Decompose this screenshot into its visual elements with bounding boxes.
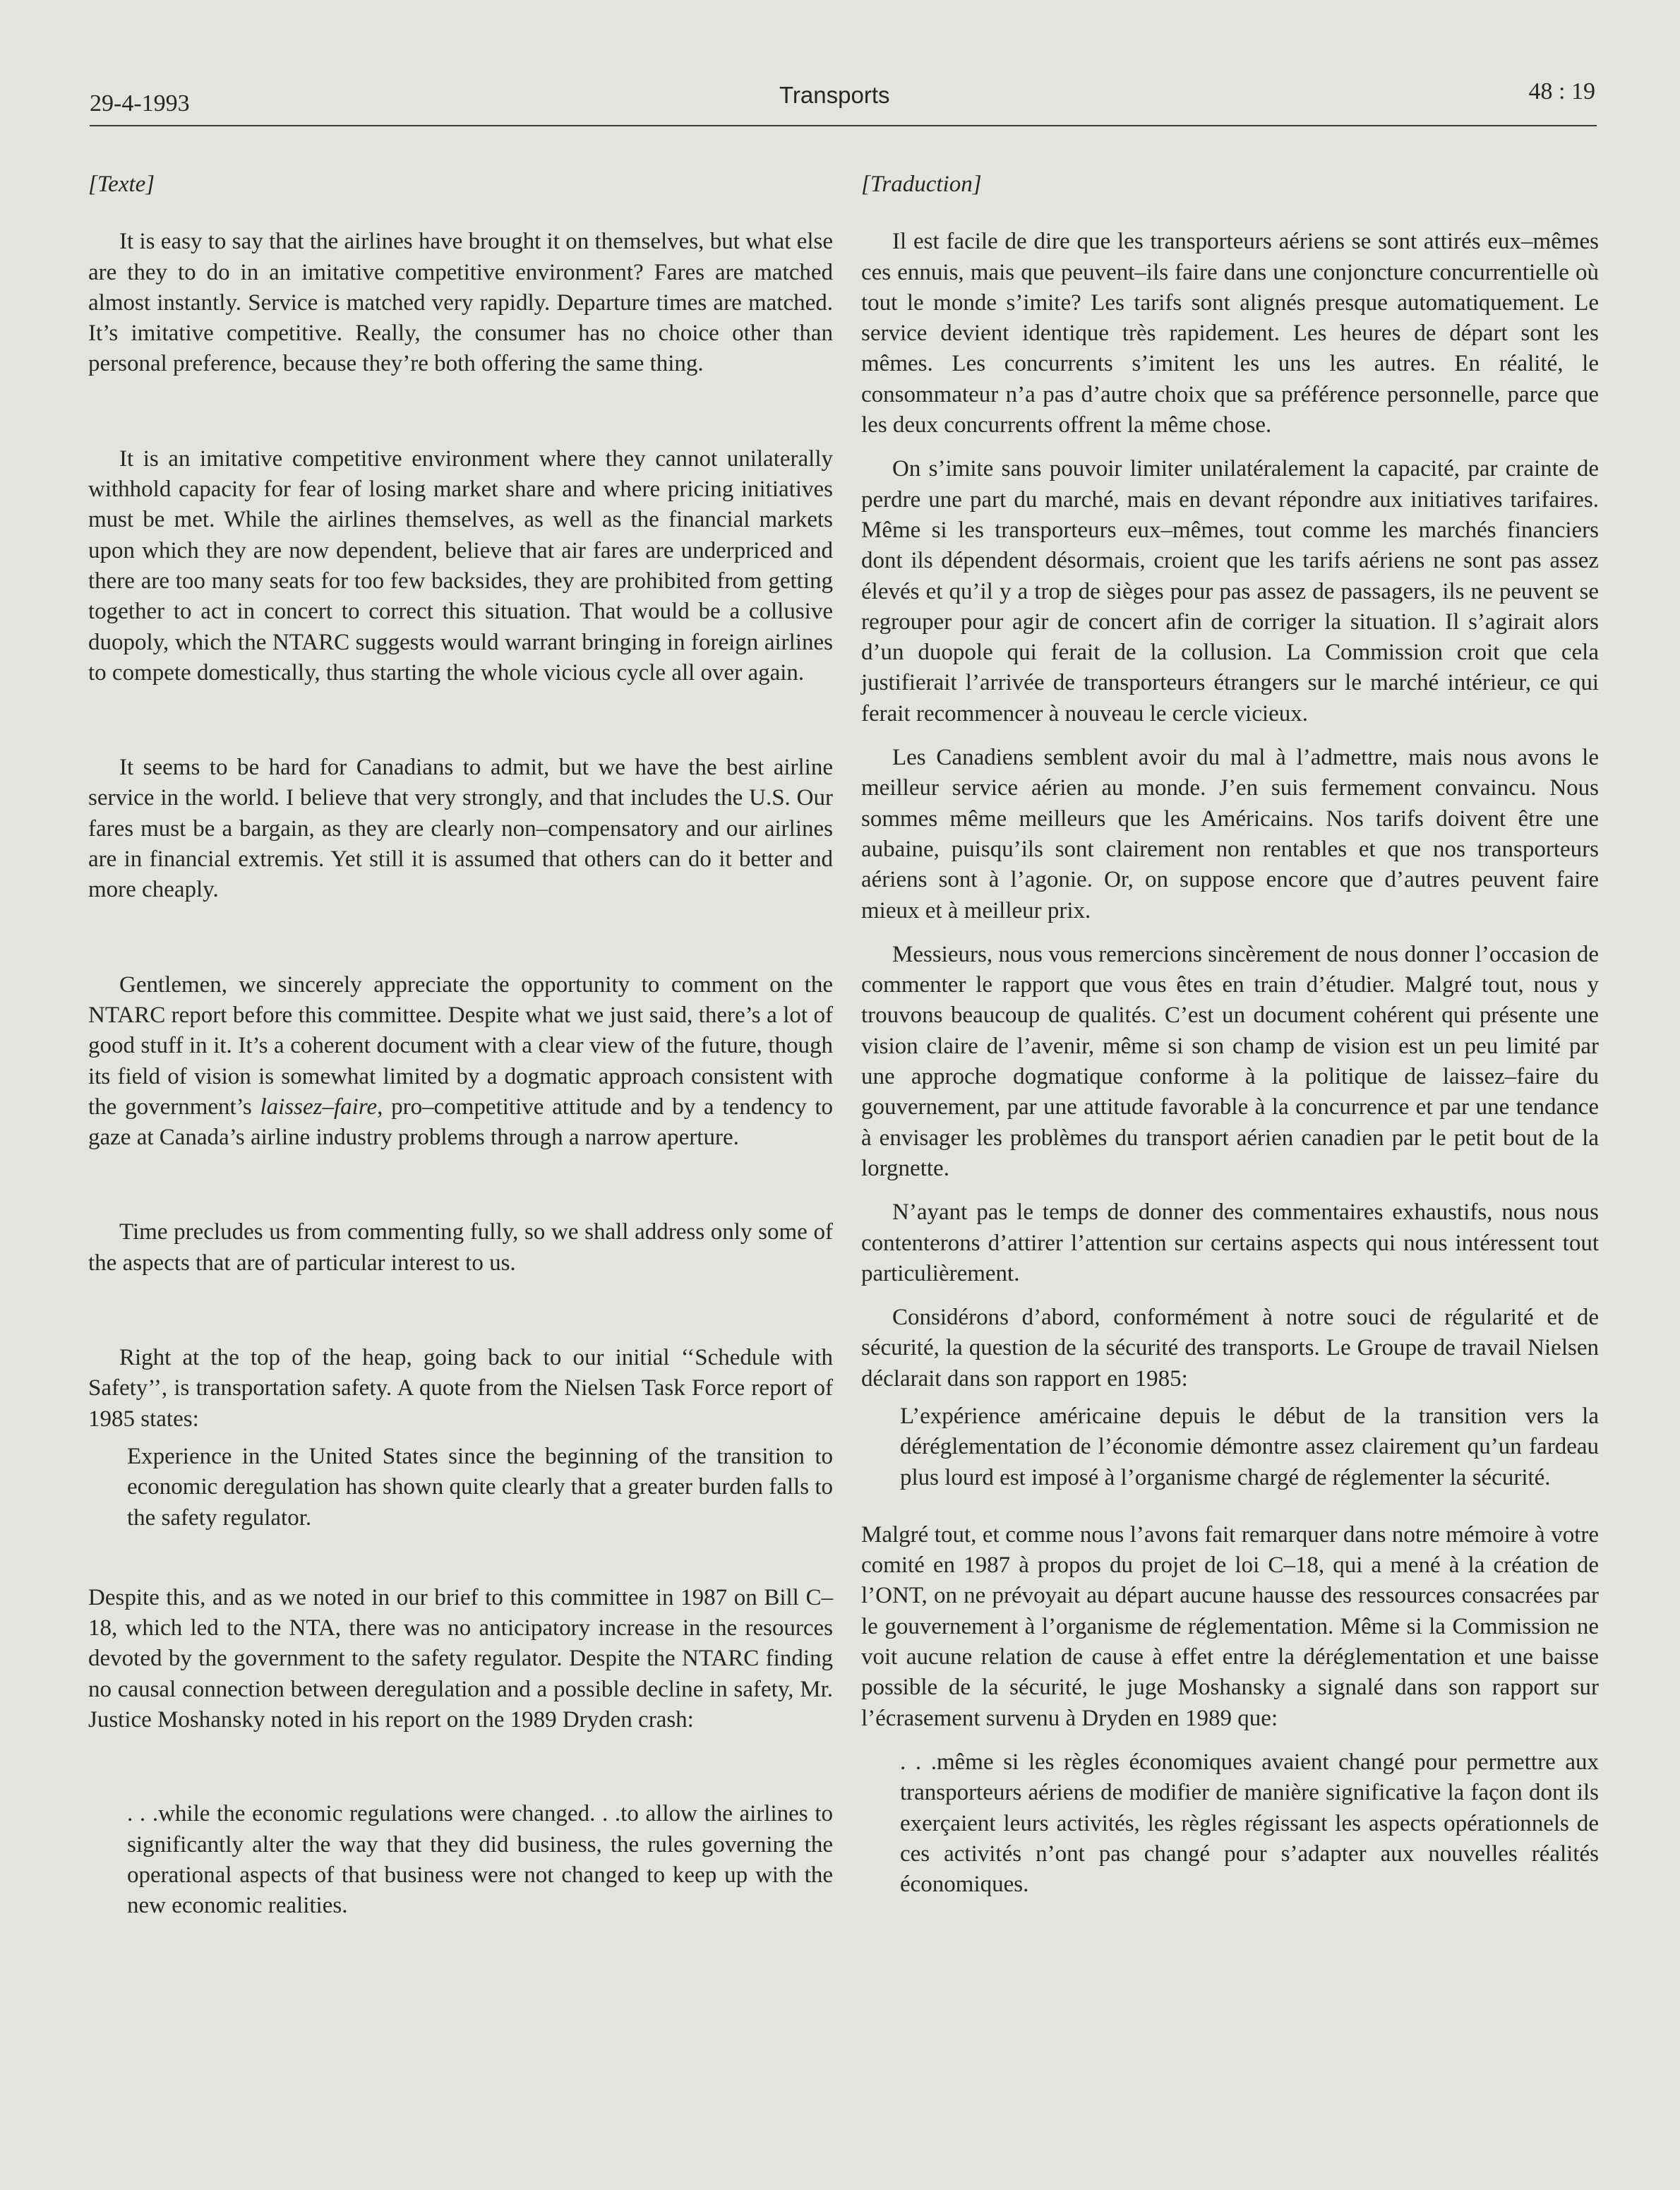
paragraph-text: Gentlemen, we sincerely appreciate the opportunity to comment on the NTARC report before this committee. Despite what we just said, there’s a lot of good stuff in it. It’s a coherent document with a clear view of the future, though its field of vision is somewhat limited by a dogmatic approach consistent with the government’s xyxy=(88,971,833,1120)
header-date: 29-4-1993 xyxy=(90,90,190,116)
french-column xyxy=(861,169,1599,1927)
block-quote: L’expérience américaine depuis le début de la transition vers la déréglementation de l’économie démontre assez clairement qu’un fardeau plus lourd est imposé à l’organisme chargé de réglementer la sécurité. xyxy=(900,1403,1599,1490)
header-title: Transports xyxy=(779,82,890,108)
section-label-text: Traduction xyxy=(870,172,973,197)
block-quote: Experience in the United States since the beginning of the transition to economic deregulation has shown quite clearly that a greater burden falls to the safety regulator. xyxy=(127,1443,833,1531)
section-label-text: Texte xyxy=(97,172,146,197)
paragraph: Despite this, and as we noted in our brief to this committee in 1987 on Bill C–18, which led to the NTA, there was no anticipatory increase in the resources devoted by the government to the safety regulator. Despite the NTARC finding no causal connection between deregulation and a possible decline in safety, Mr. Justice Moshansky noted in his report on the 1989 Dryden crash: xyxy=(88,1584,833,1733)
paragraph-text: , pro–competitive attitude and by a tendency to gaze at Canada’s airline industry problems through a narrow aperture. xyxy=(88,1094,834,1151)
block-quote: . . .while the economic regulations were changed. . .to allow the airlines to significantly alter the way that they did business, the rules governing the operational aspects of that business were not changed to keep up with the new economic realities. xyxy=(127,1801,833,1919)
paragraph: Right at the top of the heap, going back to our initial ‘‘Schedule with Safety’’, is transportation safety. A quote from the Nielsen Task Force report of 1985 states: xyxy=(88,1345,833,1432)
paragraph: Malgré tout, et comme nous l’avons fait remarquer dans notre mémoire à votre comité en 1987 à propos du projet de loi C–18, qui a mené à la création de l’ONT, on ne prévoyait au départ aucune hausse des ressources consacrées par le gouvernement à l’organisme de réglementation. Même si la Commission ne voit aucune relation de cause à effet entre la déréglementation et une baisse possible de la sécurité, le juge Moshansky a signalé dans son rapport sur l’écrasement survenu à Dryden en 1989 que: xyxy=(861,1521,1599,1731)
paragraph: It is easy to say that the airlines have brought it on themselves, but what else are they to do in an imitative competitive environment? Fares are matched almost instantly. Service is matched very rapidly. Departure times are matched. It’s imitative competitive. Really, the consumer has no choice other than personal preference, because they’re both offering the same thing. xyxy=(88,229,833,377)
paragraph xyxy=(88,970,833,1154)
paragraph: It seems to be hard for Canadians to admit, but we have the best airline service in the world. I believe that very strongly, and that includes the U.S. Our fares must be a bargain, as they are clearly non–compensatory and our airlines are in financial extremis. Yet still it is assumed that others can do it better and more cheaply. xyxy=(88,755,833,903)
header-rule xyxy=(90,125,1597,126)
english-column xyxy=(88,169,833,1970)
paragraph: It is an imitative competitive environment where they cannot unilaterally withhold capacity for fear of losing market share and where pricing initiatives must be met. While the airlines themselves, as well as the financial markets upon which they are now dependent, believe that air fares are underpriced and there are too many seats for too few backsides, they are prohibited from getting together to act in concert to correct this situation. That would be a collusive duopoly, which the NTARC suggests would warrant bringing in foreign airlines to compete domestically, thus starting the whole vicious cycle all over again. xyxy=(88,445,833,686)
section-label-traduction: [Traduction] xyxy=(861,172,982,197)
paragraph: Les Canadiens semblent avoir du mal à l’admettre, mais nous avons le meilleur service aérien au monde. J’en suis fermement convaincu. Nous sommes même meilleurs que les Américains. Nos tarifs doivent être une aubaine, puisqu’ils sont clairement non rentables et que nos transporteurs aériens sont à l’agonie. Or, on suppose encore que d’autres peuvent faire mieux et à meilleur prix. xyxy=(861,745,1599,923)
paragraph: Time precludes us from commenting fully, so we shall address only some of the aspects that are of particular interest to us. xyxy=(88,1219,833,1276)
paragraph: Considérons d’abord, conformément à notre souci de régularité et de sécurité, la question de la sécurité des transports. Le Groupe de travail Nielsen déclarait dans son rapport en 1985: xyxy=(861,1305,1599,1392)
paragraph: On s’imite sans pouvoir limiter unilatéralement la capacité, par crainte de perdre une part du marché, mais en devant répondre aux initiatives tarifaires. Même si les transporteurs eux–mêmes, tout comme les marchés financiers dont ils dépendent désormais, croient que les tarifs aériens ne sont pas assez élevés et qu’il y a trop de sièges pour pas assez de passagers, ils ne peuvent se regrouper pour agir de concert afin de corriger la situation. Il s’agirait alors d’un duopole qui ferait de la collusion. La Commission croit que cela justifierait l’arrivée de transporteurs étrangers sur le marché intérieur, ce qui ferait recommencer à nouveau le cercle vicieux. xyxy=(861,456,1599,726)
paragraph: Messieurs, nous vous remercions sincèrement de nous donner l’occasion de commenter le rapport que vous êtes en train d’étudier. Malgré tout, nous y trouvons beaucoup de qualités. C’est un document cohérent qui présente une vision claire de l’avenir, même si son champ de vision est un peu limité par une approche dogmatique conforme à la politique de laissez–faire du gouvernement, par une attitude favorable à la concurrence et par une tendance à envisager les problèmes du transport aérien canadien par le petit bout de la lorgnette. xyxy=(861,941,1599,1181)
italic-term: laissez–faire xyxy=(260,1094,378,1120)
block-quote: . . .même si les règles économiques avaient changé pour permettre aux transporteurs aériens de modifier de manière significative la façon dont ils exerçaient leurs activités, les règles régissant les aspects opérationnels de ces activités n’ont pas changé pour s’adapter aux nouvelles réalités économiques. xyxy=(900,1749,1599,1898)
paragraph: N’ayant pas le temps de donner des commentaires exhaustifs, nous nous contenterons d’attirer l’attention sur certains aspects qui nous intéressent tout particulièrement. xyxy=(861,1199,1599,1286)
section-label-texte: [Texte] xyxy=(88,172,155,197)
paragraph: Il est facile de dire que les transporteurs aériens se sont attirés eux–mêmes ces ennuis, mais que peuvent–ils faire dans une conjoncture concurrentielle où tout le monde s’imite? Les tarifs sont alignés presque automatiquement. Le service devient identique très rapidement. Les heures de départ sont les mêmes. Les concurrents s’imitent les uns les autres. En réalité, le consommateur n’a pas d’autre choix que sa préférence personnelle, parce que les deux concurrents offrent la même chose. xyxy=(861,229,1599,438)
header-page-number: 48 : 19 xyxy=(1528,78,1595,104)
